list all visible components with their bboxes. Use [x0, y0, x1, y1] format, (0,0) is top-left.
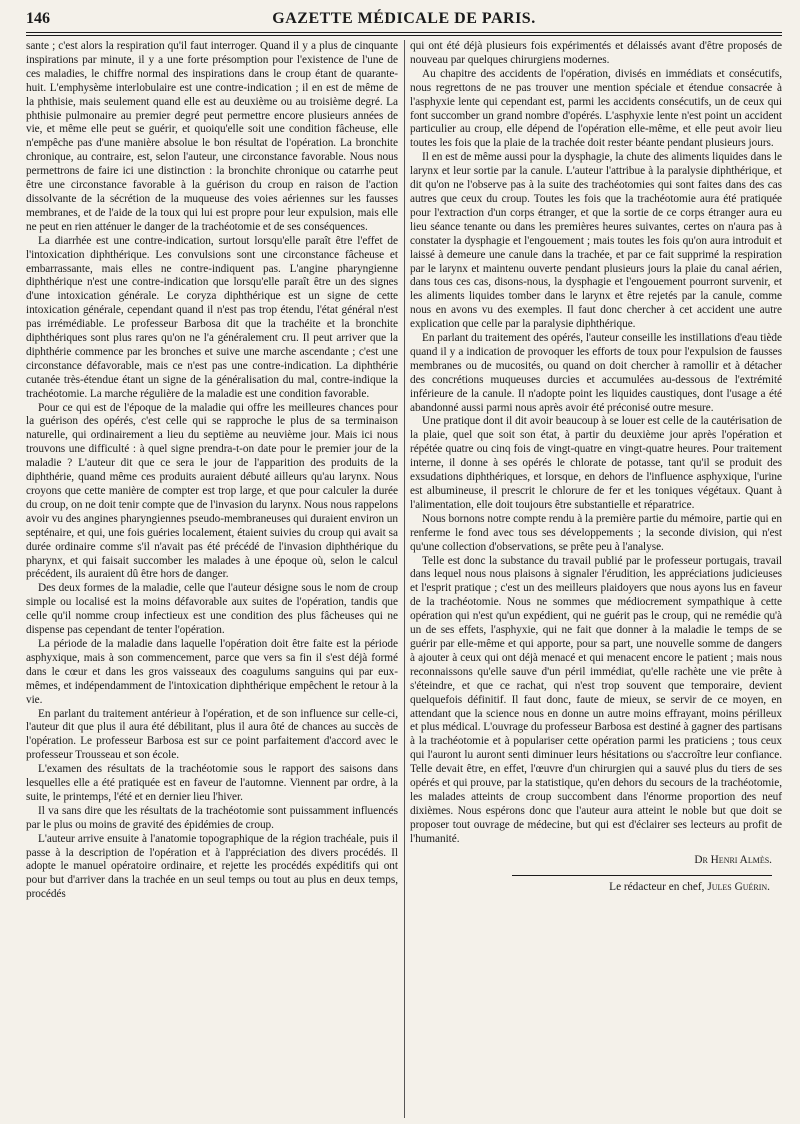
page-number: 146	[26, 10, 50, 27]
paragraph: Il en est de même aussi pour la dysphagie, la chute des aliments liquides dans le larynx et leur sortie par la canule. L'auteur l'attribue à la paralysie diphthérique, et dit qu'on ne l'observe pas à la suite des trachéotomies qui sont faites dans des cas autres que ceux du croup. Toutes les fois que la trachéotomie aura été pratiquée pour l'extraction d'un corps étranger, et que la sortie de ce corps étranger aura eu lieu séance tenante ou dans les premières heures suivantes, certes on n'aura pas à constater la dysphagie et l'engouement ; mais toutes les fois qu'on aura introduit et laissé à demeure une canule dans la trachée, et par ce fait supprimé la respiration par le larynx et maintenu ouverte pendant plusieurs jours la plaie du canal aérien, dans tous ces cas, disons-nous, la dysphagie et l'engouement pourront survenir, et les aliments liquides tomber dans le larynx et être rejetés par la canule, comme nous en avons vu des exemples. Il faut donc chercher à cet accident une autre explication que celle par la paralysie diphthérique.	[410, 151, 782, 331]
paragraph: Pour ce qui est de l'époque de la maladie qui offre les meilleures chances pour la guérison des opérés, c'est celle qui se rapproche le plus de sa terminaison naturelle, qui ordinairement a lieu du septième au neuvième jour. Mais ici nous trouvons une difficulté : à quel signe prendra-t-on date pour le premier jour de la maladie ? L'auteur dit que ce sera le jour de l'apparition des produits de la diphthérie, quand même ces produits auraient débuté ailleurs qu'au larynx. Nous croyons que cette manière de compter est trop large, et que pour calculer la durée du croup, on ne doit tenir compte que de l'invasion du larynx. Nous nous rappelons avoir vu des angines pharyngiennes pseudo-membraneuses qui duraient environ un septénaire, et qui, une fois guéries localement, étaient suivies du croup qui avait sa durée ordinaire comme s'il n'avait pas été précédé de l'invasion diphthérique du pharynx, et qui faisait succomber les malades à une époque où, selon le calcul précédent, ils auraient dû être hors de danger.	[26, 401, 398, 581]
editor-name: Jules Guérin.	[707, 880, 770, 893]
paragraph: Telle est donc la substance du travail publié par le professeur portugais, travail dans lequel nous nous plaisons à signaler l'érudition, les appréciations judicieuses et l'esprit pratique ; c'est un des meilleurs plaidoyers que nous ayons lus en faveur de la trachéotomie. Nous ne sommes que médiocrement sympathique à cette opération qui n'est qu'un expédient, qui ne guérit pas le croup, qui ne remédie qu'à un de ses effets, l'asphyxie, qui ne fait que donner à la maladie le temps de se guérir par elle-même et qui apporte, pour sa part, une nouvelle somme de dangers à ajouter à ceux qui ont déjà menacé et qui menacent encore le patient ; mais nous reconnaissons qu'elle sauve d'un péril immédiat, qu'elle rachète une vie prête à s'éteindre, et que ce rachat, qui n'est trop souvent que temporaire, devient quelquefois définitif. Il faut donc, faute de mieux, se servir de ce moyen, en attendant que la science nous en donne un autre moins effrayant, moins périlleux et plus médical. L'ouvrage du professeur Barbosa est destiné à gagner des partisans à la trachéotomie et à populariser cette opération parmi les praticiens ; tous ceux qui l'auront lu auront senti diminuer leurs hésitations ou s'accroître leur confiance. Telle devait être, en effet, l'œuvre d'un chirurgien qui a sauvé plus du tiers de ses opérés et qui prouve, par la statistique, qu'en dehors du secours de la trachéotomie, les malades atteints de croup succombent dans l'énorme proportion des neuf dixièmes. Nous espérons donc que l'auteur aura atteint le noble but que doit se proposer tout ouvrage de médecine, but qui est d'éclairer ses lecteurs au profit de l'humanité.	[410, 554, 782, 845]
page-header	[26, 10, 782, 30]
column-divider	[404, 40, 405, 1118]
paragraph: La diarrhée est une contre-indication, surtout lorsqu'elle paraît être l'effet de l'intoxication diphthérique. Les convulsions sont une circonstance fâcheuse et embarrassante, mais elles ne contre-indiquent pas. L'angine pharyngienne diphthérique n'est une contre-indication que lorsqu'elle paraît être un des signes d'une intoxication générale. Le coryza diphthérique est un signe de cette intoxication générale, cependant quand il n'est pas trop étendu, l'état général n'est pas irrémédiable. Le professeur Barbosa dit que la trachéite et la bronchite diphthériques sont plus rares qu'on ne l'a généralement cru. Il peut arriver que la diphthérie commence par les bronches et suive une marche ascendante ; c'est une circonstance défavorable, mais ce n'est pas une contre-indication. La diphthérie cutanée très-étendue étant un signe de la généralisation du mal, contre-indique la trachéotomie. La marche régulière de la maladie est une condition favorable.	[26, 234, 398, 400]
right-column	[410, 40, 782, 1118]
journal-title: GAZETTE MÉDICALE DE PARIS.	[272, 10, 536, 27]
paragraph: Au chapitre des accidents de l'opération, divisés en immédiats et consécutifs, nous regrettons de ne pas trouver une mention spéciale et étendue consacrée à l'asphyxie lente qui cependant est, parmi les accidents consécutifs, un de ceux qui font succomber un grand nombre d'opérés. L'asphyxie lente n'est point un accident particulier au croup, elle dépend de l'opération elle-même, et elle peut avoir lieu toutes les fois que la plaie de la trachée doit rester béante pendant plusieurs jours.	[410, 67, 782, 150]
editor-line	[410, 880, 782, 894]
header-rule	[26, 32, 782, 36]
paragraph: La période de la maladie dans laquelle l'opération doit être faite est la période asphyxique, mais à son commencement, parce que vers sa fin il s'est déjà formé dans le cœur et dans les gros vaisseaux des coagulums sanguins qui par eux-mêmes, et indépendamment de l'intoxication diphthérique empêchent le retour à la vie.	[26, 637, 398, 706]
article-columns	[26, 40, 782, 1118]
author-signature: Dr Henri Almès.	[694, 853, 772, 866]
editor-label: Le rédacteur en chef,	[609, 880, 705, 893]
paragraph: En parlant du traitement des opérés, l'auteur conseille les instillations d'eau tiède quand il y a indication de provoquer les efforts de toux pour l'expulsion de fausses membranes ou de mucosités, ou quand on doit chercher à ramollir et à détacher des concrétions muqueuses durcies et accumulées au-dessous de l'extrémité inférieure de la canule. Il n'adopte point les liquides caustiques, dont l'usage a été abandonné aussi parmi nous après avoir été préconisé outre mesure.	[410, 332, 782, 414]
paragraph: Il va sans dire que les résultats de la trachéotomie sont puissamment influencés par le plus ou moins de gravité des épidémies de croup.	[26, 804, 398, 831]
left-column	[26, 40, 398, 1118]
paragraph: L'auteur arrive ensuite à l'anatomie topographique de la région trachéale, puis il passe à la description de l'opération et à l'appréciation des divers procédés. Il adopte le manuel opératoire ordinaire, et rejette les procédés expéditifs qui ont pour but d'arriver dans la trachée en un seul temps ou tout au plus en deux temps, procédés	[26, 832, 398, 901]
paragraph: Des deux formes de la maladie, celle que l'auteur désigne sous le nom de croup simple ou localisé est la moins défavorable aux suites de l'opération, tandis que celle qu'il nomme croup infectieux est une condition des plus fâcheuses qui ne dispense pas cependant de tenter l'opération.	[26, 582, 398, 637]
paragraph: sante ; c'est alors la respiration qu'il faut interroger. Quand il y a plus de cinquante inspirations par minute, il y a une forte présomption pour l'existence de l'une de ces maladies, le chiffre normal des inspirations dans le croup étant de quarante-huit. L'emphysème interlobulaire est une contre-indication ; il en est de même de la phthisie, mais seulement quand elle est au deuxième ou au troisième degré. La phthisie pulmonaire au premier degré peut permettre encore plusieurs années de vie, et même elle peut se guérir, et quoiqu'elle soit une condition fâcheuse, elle n'empêche pas d'une manière absolue le bon résultat de l'opération. La bronchite chronique, au contraire, est, selon l'auteur, une circonstance favorable. Nous nous permettrons de faire ici une distinction : la bronchite chronique ou catarrhe peut être une circonstance favorable à la guérison du croup en raison de l'action dissolvante de la sécrétion de la muqueuse des voies aériennes sur les fausses membranes, et de l'aide de la toux qui lui est propre pour leur expulsion, mais elle ne peut en rien atténuer le danger de la trachéotomie et de ses conséquences.	[26, 40, 398, 233]
paragraph: Nous bornons notre compte rendu à la première partie du mémoire, partie qui en renferme le fond avec tous ses développements ; la seconde division, qui n'est qu'une collection d'observations, se prête peu à l'analyse.	[410, 512, 782, 553]
paragraph: qui ont été déjà plusieurs fois expérimentés et délaissés avant d'être proposés de nouveau par quelques chirurgiens modernes.	[410, 40, 782, 66]
paragraph: En parlant du traitement antérieur à l'opération, et de son influence sur celle-ci, l'auteur dit que plus il aura été débilitant, plus il aura ôté de chances au succès de l'opération. Le professeur Barbosa est sur ce point parfaitement d'accord avec le professeur Trousseau et son école.	[26, 707, 398, 762]
paragraph: Une pratique dont il dit avoir beaucoup à se louer est celle de la cautérisation de la plaie, quel que soit son état, à partir du deuxième jour après l'opération et répétée quatre ou cinq fois de vingt-quatre en vingt-quatre heures. Pour traitement interne, il donne à ses opérés le chlorate de potasse, tant qu'il se produit des exsudations diphthériques, et lorsque, en dehors de l'influence asphyxique, l'urine est albumineuse, il prescrit le chlorure de fer et les toniques végétaux. Quant à l'alimentation, elle doit toujours être substantielle et réparatrice.	[410, 415, 782, 511]
editor-rule	[512, 875, 772, 876]
paragraph: L'examen des résultats de la trachéotomie sous le rapport des saisons dans lesquelles elle a été pratiquée est en faveur de l'automne. Viennent par ordre, à la suite, le printemps, l'été et en dernier lieu l'hiver.	[26, 763, 398, 803]
